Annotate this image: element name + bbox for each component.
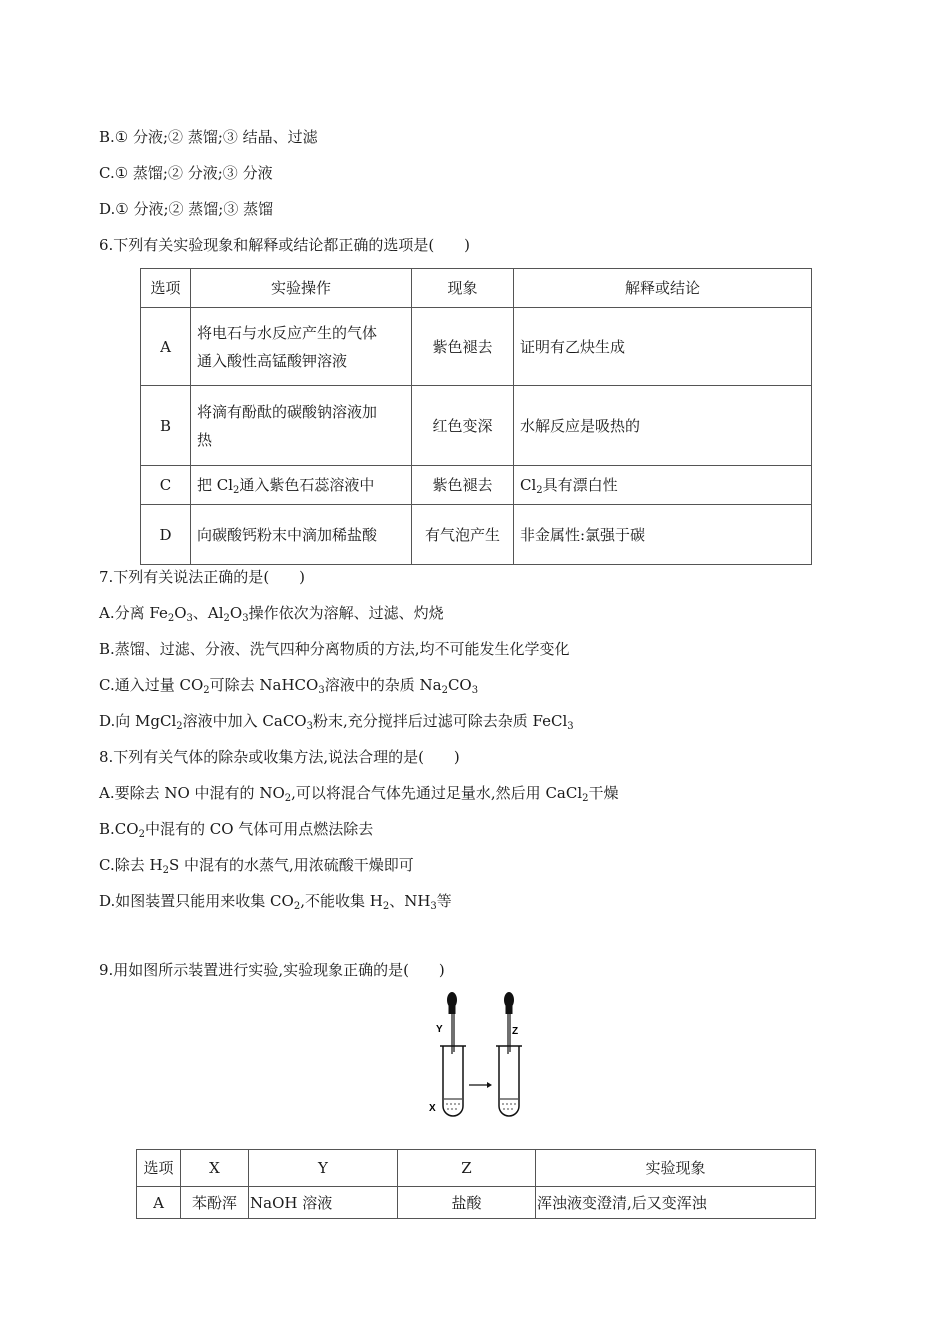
test-tube-left xyxy=(440,1046,466,1116)
row-y: NaOH 溶液 xyxy=(249,1187,398,1219)
test-tube-figure xyxy=(424,988,534,1128)
row-phenomenon: 紫色褪去 xyxy=(412,308,514,386)
table-header-row xyxy=(141,269,812,308)
header-phenomenon: 现象 xyxy=(412,269,514,308)
q8-option-c: C.除去 $H_2S$ 中混有的水蒸气,用浓硫酸干燥即可 xyxy=(99,856,414,876)
q9-stem: 9.用如图所示装置进行实验,实验现象正确的是( ) xyxy=(99,961,445,979)
row-x: 苯酚浑 xyxy=(181,1187,249,1219)
q6-table xyxy=(140,268,812,565)
row-operation: 向碳酸钙粉末中滴加稀盐酸 xyxy=(191,505,412,565)
row-z: 盐酸 xyxy=(398,1187,536,1219)
table-row xyxy=(141,308,812,386)
q9-table xyxy=(136,1149,816,1219)
q7-option-b: B.蒸馏、过滤、分液、洗气四种分离物质的方法,均不可能发生化学变化 xyxy=(99,640,570,658)
q5-option-b: B.① 分液;② 蒸馏;③ 结晶、过滤 xyxy=(99,128,318,146)
header-operation: 实验操作 xyxy=(191,269,412,308)
row-phenomenon: 红色变深 xyxy=(412,386,514,466)
table-row xyxy=(141,466,812,505)
row-operation xyxy=(191,308,412,386)
header-x: X xyxy=(181,1150,249,1187)
row-conclusion: $Cl_2$具有漂白性 xyxy=(514,466,812,505)
header-conclusion: 解释或结论 xyxy=(514,269,812,308)
row-option: D xyxy=(141,505,191,565)
header-phenomenon: 实验现象 xyxy=(536,1150,816,1187)
row-operation: 把 $Cl_2$通入紫色石蕊溶液中 xyxy=(191,466,412,505)
q5-option-c: C.① 蒸馏;② 分液;③ 分液 xyxy=(99,164,273,182)
q7-option-c: C.通入过量 $CO_2$可除去 NaHCO$_3$溶液中的杂质 $Na_2CO_3$ xyxy=(99,676,479,696)
header-y: Y xyxy=(249,1150,398,1187)
operation-line: 将滴有酚酞的碳酸钠溶液加 xyxy=(197,402,378,421)
q8-option-a: A.要除去 NO 中混有的 $NO_2$,可以将混合气体先通过足量水,然后用 CaCl$_2$干燥 xyxy=(99,784,619,804)
dropper-right xyxy=(504,992,514,1054)
q8-option-d: D.如图装置只能用来收集 $CO_2$,不能收集 $H_2$、$NH_3$等 xyxy=(99,892,452,912)
row-option: B xyxy=(141,386,191,466)
row-phenomenon: 浑浊液变澄清,后又变浑浊 xyxy=(536,1187,816,1219)
table-header-row xyxy=(137,1150,816,1187)
q8-stem: 8.下列有关气体的除杂或收集方法,说法合理的是( ) xyxy=(99,748,460,766)
q5-option-d: D.① 分液;② 蒸馏;③ 蒸馏 xyxy=(99,200,274,218)
header-z: Z xyxy=(398,1150,536,1187)
header-option: 选项 xyxy=(141,269,191,308)
row-operation xyxy=(191,386,412,466)
row-option: C xyxy=(141,466,191,505)
row-option: A xyxy=(141,308,191,386)
row-conclusion: 非金属性:氯强于碳 xyxy=(514,505,812,565)
label-z: Z xyxy=(512,1026,519,1037)
row-conclusion: 证明有乙炔生成 xyxy=(514,308,812,386)
q7-option-d: D.向 MgCl$_2$溶液中加入 CaCO$_3$粉末,充分搅拌后过滤可除去杂质 FeCl$_3$ xyxy=(99,712,574,732)
operation-line: 热 xyxy=(197,430,213,449)
label-y: Y xyxy=(436,1024,443,1035)
dropper-left xyxy=(447,992,457,1054)
table-row xyxy=(141,386,812,466)
q6-stem: 6.下列有关实验现象和解释或结论都正确的选项是( ) xyxy=(99,236,471,254)
row-phenomenon: 有气泡产生 xyxy=(412,505,514,565)
q7-option-a: A.分离 $Fe_2O_3$、$Al_2O_3$操作依次为溶解、过滤、灼烧 xyxy=(99,604,444,624)
q7-stem: 7.下列有关说法正确的是( ) xyxy=(99,568,306,586)
test-tube-right xyxy=(496,1046,522,1116)
table-row xyxy=(141,505,812,565)
header-option: 选项 xyxy=(137,1150,181,1187)
arrow-icon xyxy=(469,1082,492,1088)
row-option: A xyxy=(137,1187,181,1219)
operation-line: 通入酸性高锰酸钾溶液 xyxy=(197,351,348,370)
row-phenomenon: 紫色褪去 xyxy=(412,466,514,505)
label-x: X xyxy=(429,1103,436,1114)
row-conclusion: 水解反应是吸热的 xyxy=(514,386,812,466)
table-row xyxy=(137,1187,816,1219)
q8-option-b: $B.CO_2$中混有的 CO 气体可用点燃法除去 xyxy=(99,820,374,840)
operation-line: 将电石与水反应产生的气体 xyxy=(197,323,378,342)
